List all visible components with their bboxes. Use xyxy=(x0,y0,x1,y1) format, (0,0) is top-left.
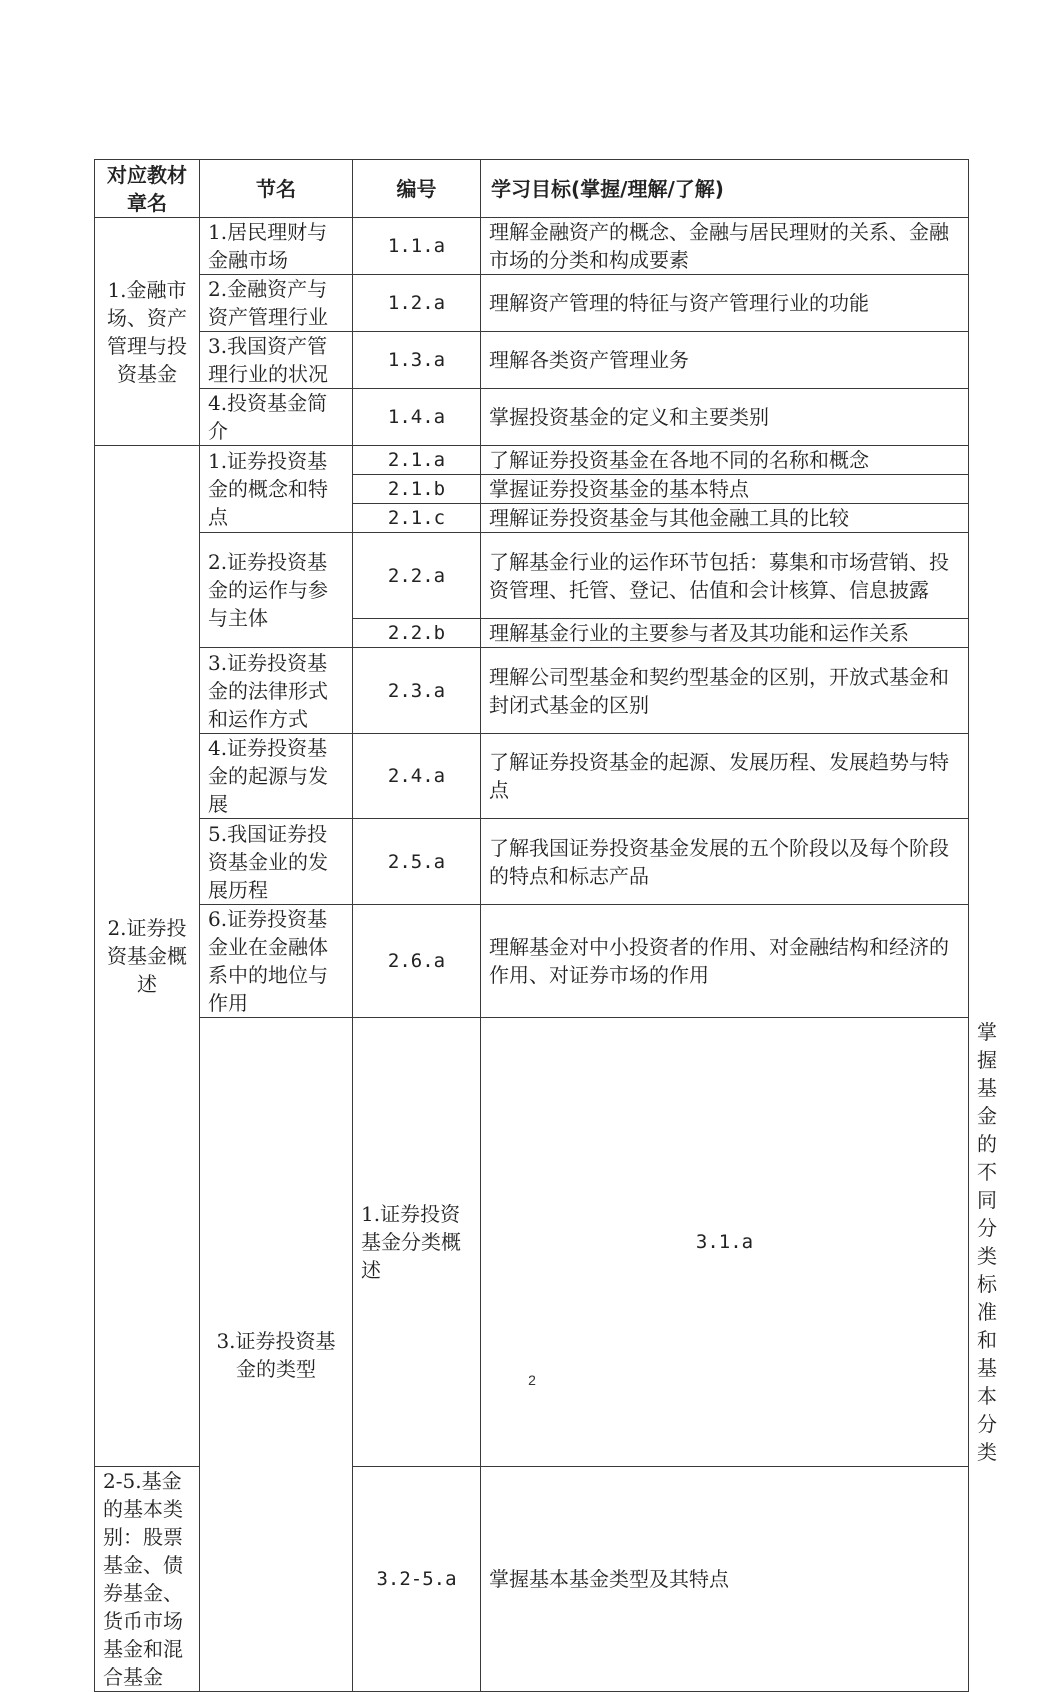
syllabus-table xyxy=(94,159,997,1692)
code-cell: 1.4.a xyxy=(353,389,481,446)
code-cell: 2.2.b xyxy=(353,619,481,648)
code-cell: 2.2.a xyxy=(353,533,481,619)
code-cell: 2.6.a xyxy=(353,905,481,1018)
header-code: 编号 xyxy=(353,160,481,218)
table-row xyxy=(95,648,969,734)
code-cell: 3.1.a xyxy=(481,1018,969,1467)
code-cell: 2.3.a xyxy=(353,648,481,734)
goal-cell: 理解证券投资基金与其他金融工具的比较 xyxy=(481,504,969,533)
section-cell: 1.居民理财与金融市场 xyxy=(200,218,353,275)
table-row xyxy=(95,275,969,332)
goal-cell: 了解基金行业的运作环节包括：募集和市场营销、投资管理、托管、登记、估值和会计核算、信息披露 xyxy=(481,533,969,619)
table-row: 3.证券投资基金的类型 1.证券投资基金分类概述 3.1.a 掌握基金的不同分类标准和基本分类 xyxy=(95,1018,969,1467)
table-row xyxy=(95,734,969,819)
section-cell: 3.证券投资基金的法律形式和运作方式 xyxy=(200,648,353,734)
code-cell: 2.1.c xyxy=(353,504,481,533)
code-cell: 2.4.a xyxy=(353,734,481,819)
section-cell: 4.证券投资基金的起源与发展 xyxy=(200,734,353,819)
table-row xyxy=(95,332,969,389)
header-chapter: 对应教材章名 xyxy=(95,160,200,218)
section-cell: 1.证券投资基金分类概述 xyxy=(353,1018,481,1467)
header-goal: 学习目标(掌握/理解/了解) xyxy=(481,160,969,218)
goal-cell: 理解公司型基金和契约型基金的区别，开放式基金和封闭式基金的区别 xyxy=(481,648,969,734)
table-row xyxy=(95,819,969,905)
goal-cell: 理解金融资产的概念、金融与居民理财的关系、金融市场的分类和构成要素 xyxy=(481,218,969,275)
goal-cell: 掌握基本基金类型及其特点 xyxy=(481,1467,969,1692)
page-number: 2 xyxy=(528,1372,536,1388)
header-section: 节名 xyxy=(200,160,353,218)
goal-cell: 理解各类资产管理业务 xyxy=(481,332,969,389)
goal-cell: 理解资产管理的特征与资产管理行业的功能 xyxy=(481,275,969,332)
code-cell: 2.1.b xyxy=(353,475,481,504)
table-row xyxy=(95,389,969,446)
section-cell: 2-5.基金的基本类别：股票基金、债券基金、货币市场基金和混合基金 xyxy=(95,1467,200,1692)
goal-cell: 了解我国证券投资基金发展的五个阶段以及每个阶段的特点和标志产品 xyxy=(481,819,969,905)
goal-cell: 掌握投资基金的定义和主要类别 xyxy=(481,389,969,446)
section-cell: 2.证券投资基金的运作与参与主体 xyxy=(200,533,353,648)
goal-cell: 了解证券投资基金的起源、发展历程、发展趋势与特点 xyxy=(481,734,969,819)
goal-cell: 理解基金对中小投资者的作用、对金融结构和经济的作用、对证券市场的作用 xyxy=(481,905,969,1018)
code-cell: 1.2.a xyxy=(353,275,481,332)
code-cell: 2.1.a xyxy=(353,446,481,475)
section-cell: 3.我国资产管理行业的状况 xyxy=(200,332,353,389)
table-row xyxy=(95,218,969,275)
goal-cell: 了解证券投资基金在各地不同的名称和概念 xyxy=(481,446,969,475)
goal-cell: 理解基金行业的主要参与者及其功能和运作关系 xyxy=(481,619,969,648)
table-row xyxy=(95,905,969,1018)
table-row xyxy=(95,533,969,619)
section-cell: 6.证券投资基金业在金融体系中的地位与作用 xyxy=(200,905,353,1018)
section-cell: 1.证券投资基金的概念和特点 xyxy=(200,446,353,533)
chapter-cell: 2.证券投资基金概述 xyxy=(95,446,200,1467)
code-cell: 1.3.a xyxy=(353,332,481,389)
chapter-cell: 1.金融市场、资产管理与投资基金 xyxy=(95,218,200,446)
code-cell: 3.2-5.a xyxy=(353,1467,481,1692)
section-cell: 4.投资基金简介 xyxy=(200,389,353,446)
section-cell: 2.金融资产与资产管理行业 xyxy=(200,275,353,332)
table-row xyxy=(95,446,969,475)
code-cell: 2.5.a xyxy=(353,819,481,905)
section-cell: 5.我国证券投资基金业的发展历程 xyxy=(200,819,353,905)
header-row xyxy=(95,160,969,218)
code-cell: 1.1.a xyxy=(353,218,481,275)
goal-cell: 掌握证券投资基金的基本特点 xyxy=(481,475,969,504)
chapter-cell: 3.证券投资基金的类型 xyxy=(200,1018,353,1692)
